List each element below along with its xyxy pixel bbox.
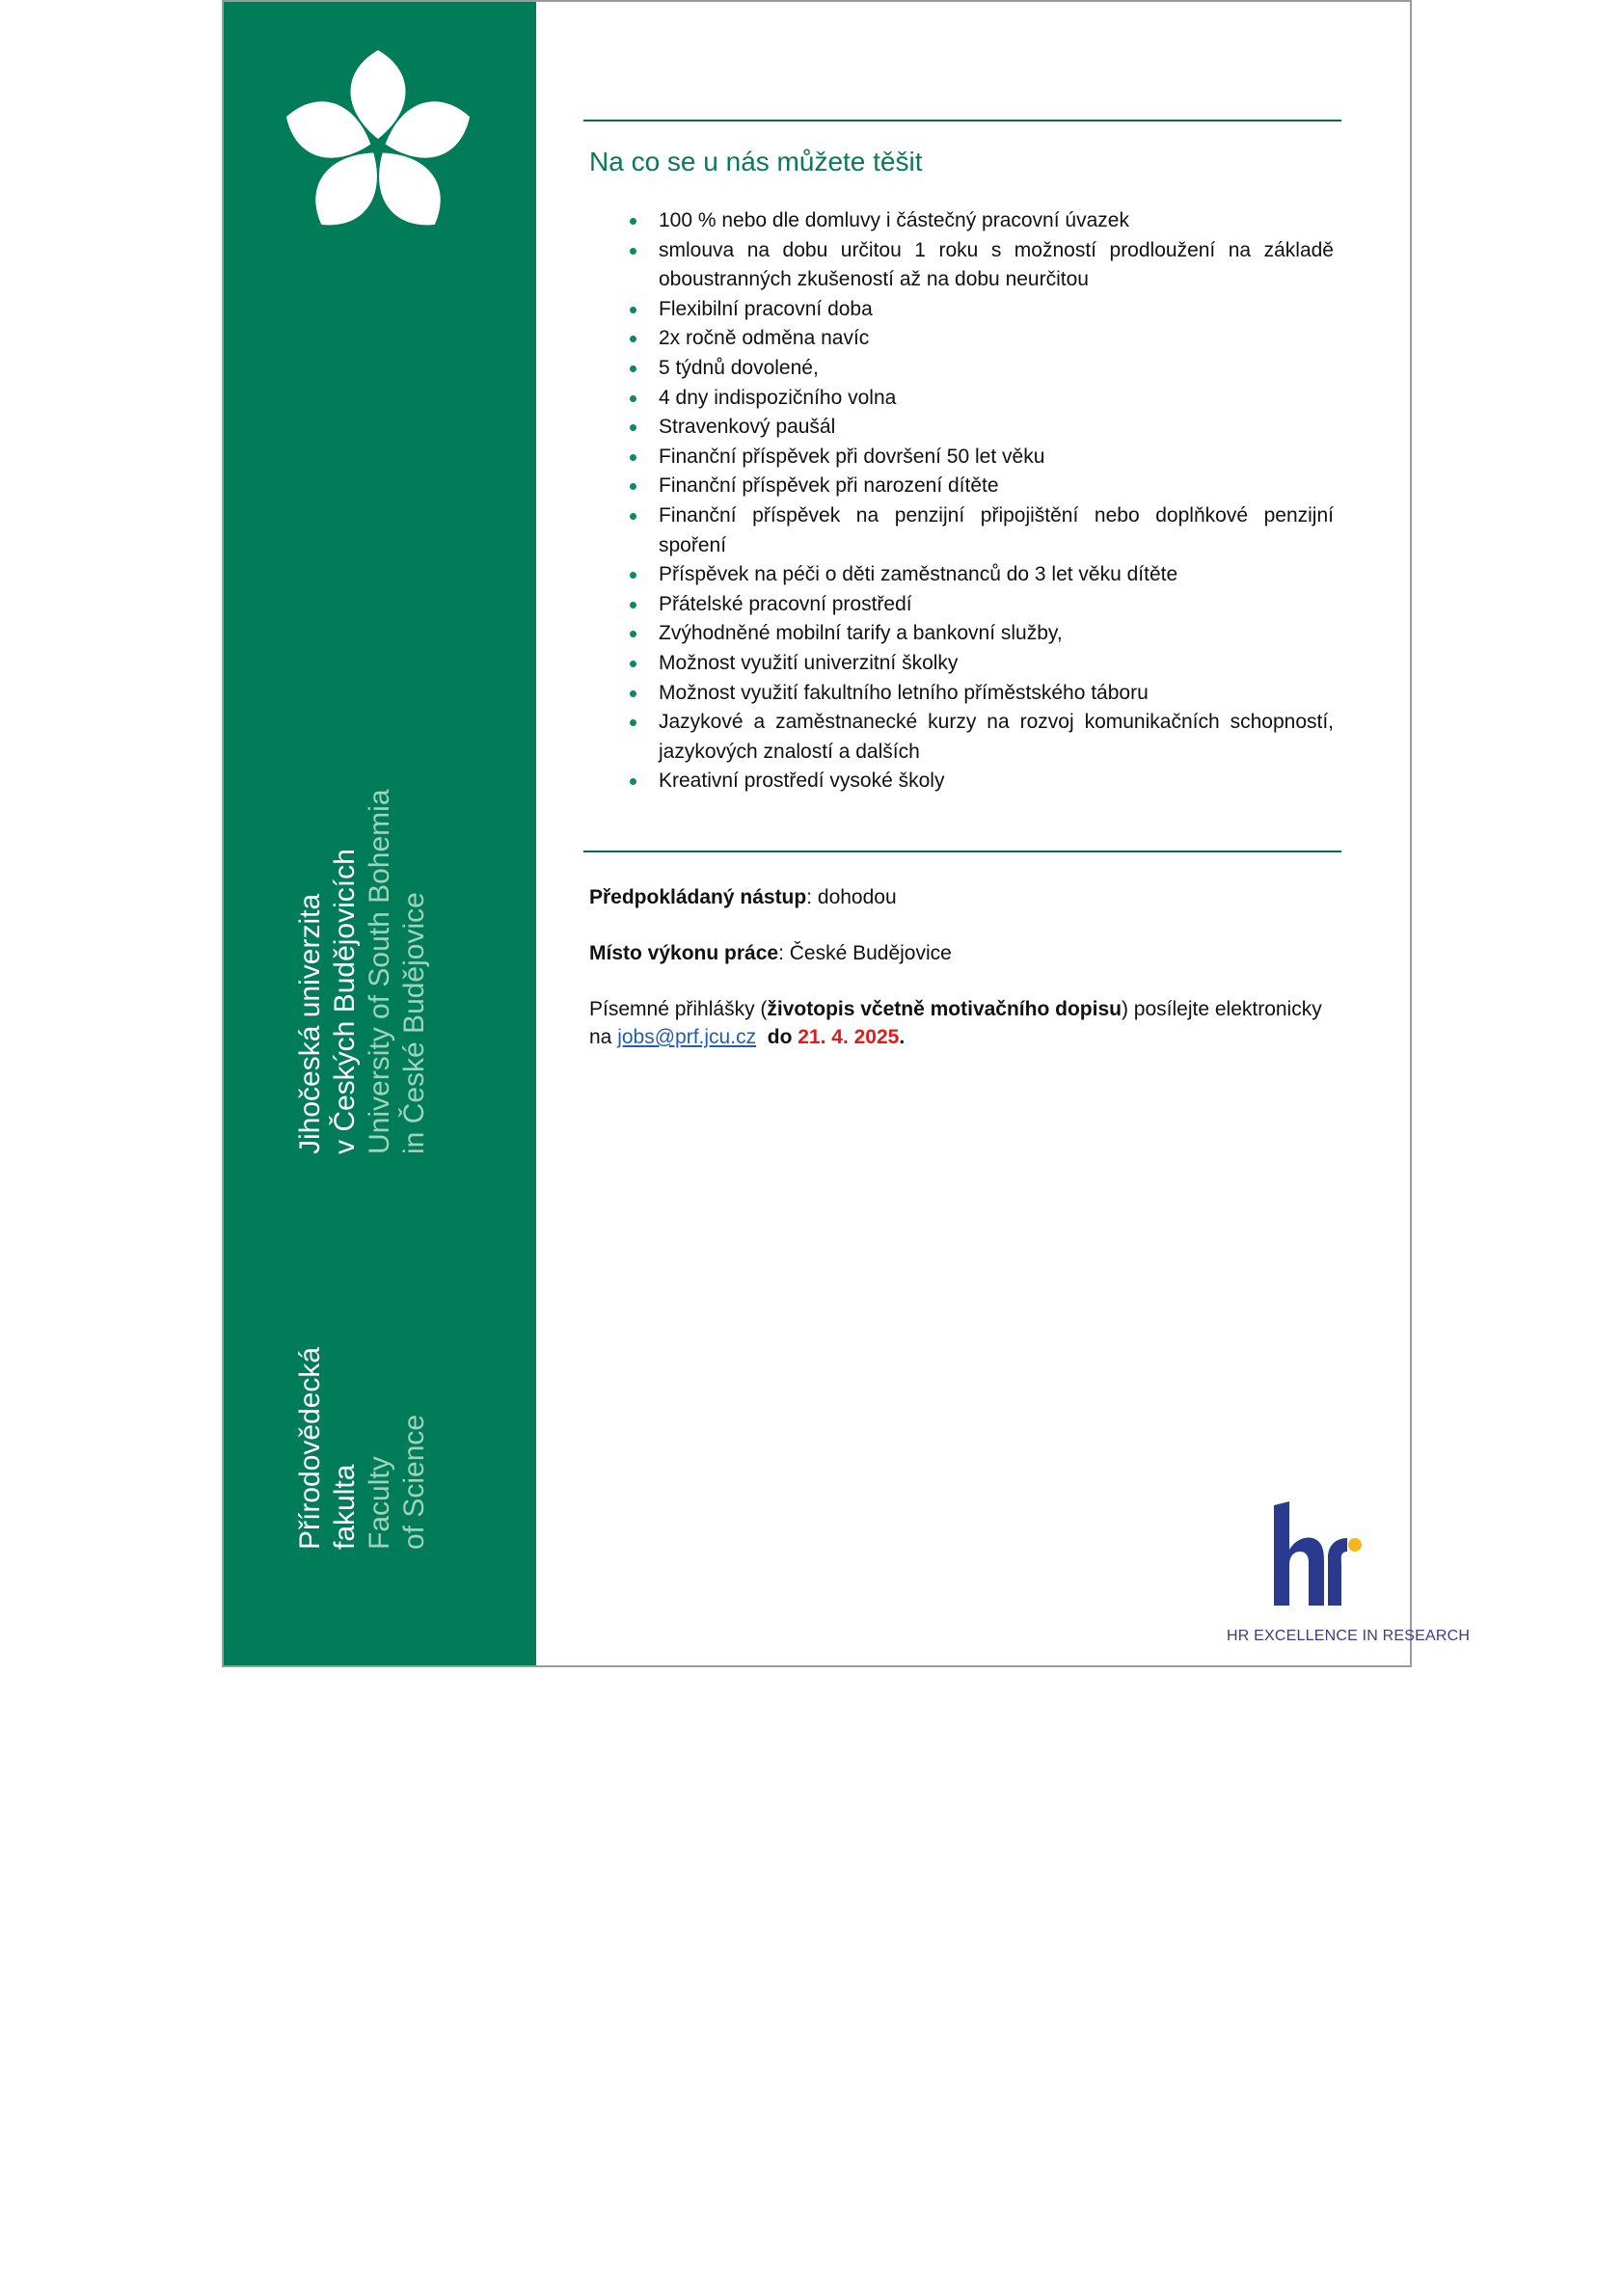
list-item: Příspěvek na péči o děti zaměstnanců do 3 let věku dítěte (659, 560, 1334, 590)
start-date-value: : dohodou (806, 886, 897, 908)
divider-top (583, 120, 1341, 122)
list-item: Jazykové a zaměstnanecké kurzy na rozvoj komunikačních schopností, jazykových znalostí a dalších (659, 708, 1334, 767)
hr-logo-icon (1270, 1501, 1362, 1607)
workplace-value: : České Budějovice (778, 942, 952, 964)
start-date-line (589, 883, 1341, 911)
list-item: Finanční příspěvek při narození dítěte (659, 472, 1334, 501)
email-link[interactable]: jobs@prf.jcu.cz (617, 1026, 757, 1048)
list-item: 4 dny indispozičního volna (659, 384, 1334, 414)
hr-excellence-logo (1246, 1501, 1391, 1607)
faculty-name-vertical (293, 789, 447, 1550)
document-page (222, 0, 1471, 1667)
list-item: Flexibilní pracovní doba (659, 295, 1334, 325)
job-info (589, 883, 1341, 1079)
list-item: Finanční příspěvek na penzijní připojištění nebo doplňkové penzijní spoření (659, 501, 1334, 560)
flower-icon (272, 41, 484, 253)
deadline-prefix: do (767, 1026, 793, 1048)
benefits-list (583, 206, 1334, 797)
faculty-name-en-line1: Faculty (364, 1456, 395, 1550)
list-item: 2x ročně odměna navíc (659, 324, 1334, 354)
application-documents: životopis včetně motivačního dopisu (767, 998, 1122, 1020)
application-instructions (589, 995, 1341, 1051)
divider-middle (583, 851, 1341, 852)
university-name-en-line1: University of South Bohemia (364, 789, 395, 1154)
university-name-en-line2: in České Budějovice (398, 892, 430, 1154)
list-item: Finanční příspěvek při dovršení 50 let věku (659, 443, 1334, 473)
sidebar (224, 2, 536, 1665)
faculty-name-cz-line2: fakulta (329, 1464, 361, 1550)
application-text-end: ) posílejte elektronicky (1121, 998, 1322, 1020)
list-item: 5 týdnů dovolené, (659, 354, 1334, 384)
faculty-name-en-line2: of Science (398, 1414, 430, 1550)
workplace-label: Místo výkonu práce (589, 942, 779, 964)
list-item: Stravenkový paušál (659, 413, 1334, 443)
workplace-line (589, 939, 1341, 967)
faculty-name-column (293, 1347, 432, 1550)
list-item: Kreativní prostředí vysoké školy (659, 767, 1334, 797)
list-item: Přátelské pracovní prostředí (659, 590, 1334, 620)
email-prefix: na (589, 1026, 618, 1048)
list-item: Možnost využití fakultního letního příměstského táboru (659, 679, 1334, 709)
deadline-date: 21. 4. 2025 (798, 1026, 900, 1048)
benefits-heading: Na co se u nás můžete těšit (589, 147, 923, 176)
list-item: Možnost využití univerzitní školky (659, 649, 1334, 679)
hr-logo-caption: HR EXCELLENCE IN RESEARCH (1227, 1628, 1471, 1644)
faculty-name-cz-line1: Přírodovědecká (294, 1346, 326, 1550)
list-item: Zvýhodněné mobilní tarify a bankovní služby, (659, 619, 1334, 649)
start-date-label: Předpokládaný nástup (589, 886, 807, 908)
university-name-cz-line2: v Českých Budějovicích (329, 849, 361, 1154)
university-name-column (293, 789, 432, 1154)
list-item: 100 % nebo dle domluvy i částečný pracovní úvazek (659, 206, 1334, 236)
list-item: smlouva na dobu určitou 1 roku s možností prodloužení na základě oboustranných zkušeností až na dobu neurčitou (659, 236, 1334, 295)
university-name-cz-line1: Jihočeská univerzita (294, 893, 326, 1154)
application-text: Písemné přihlášky ( (589, 998, 768, 1020)
deadline-period: . (899, 1026, 906, 1048)
